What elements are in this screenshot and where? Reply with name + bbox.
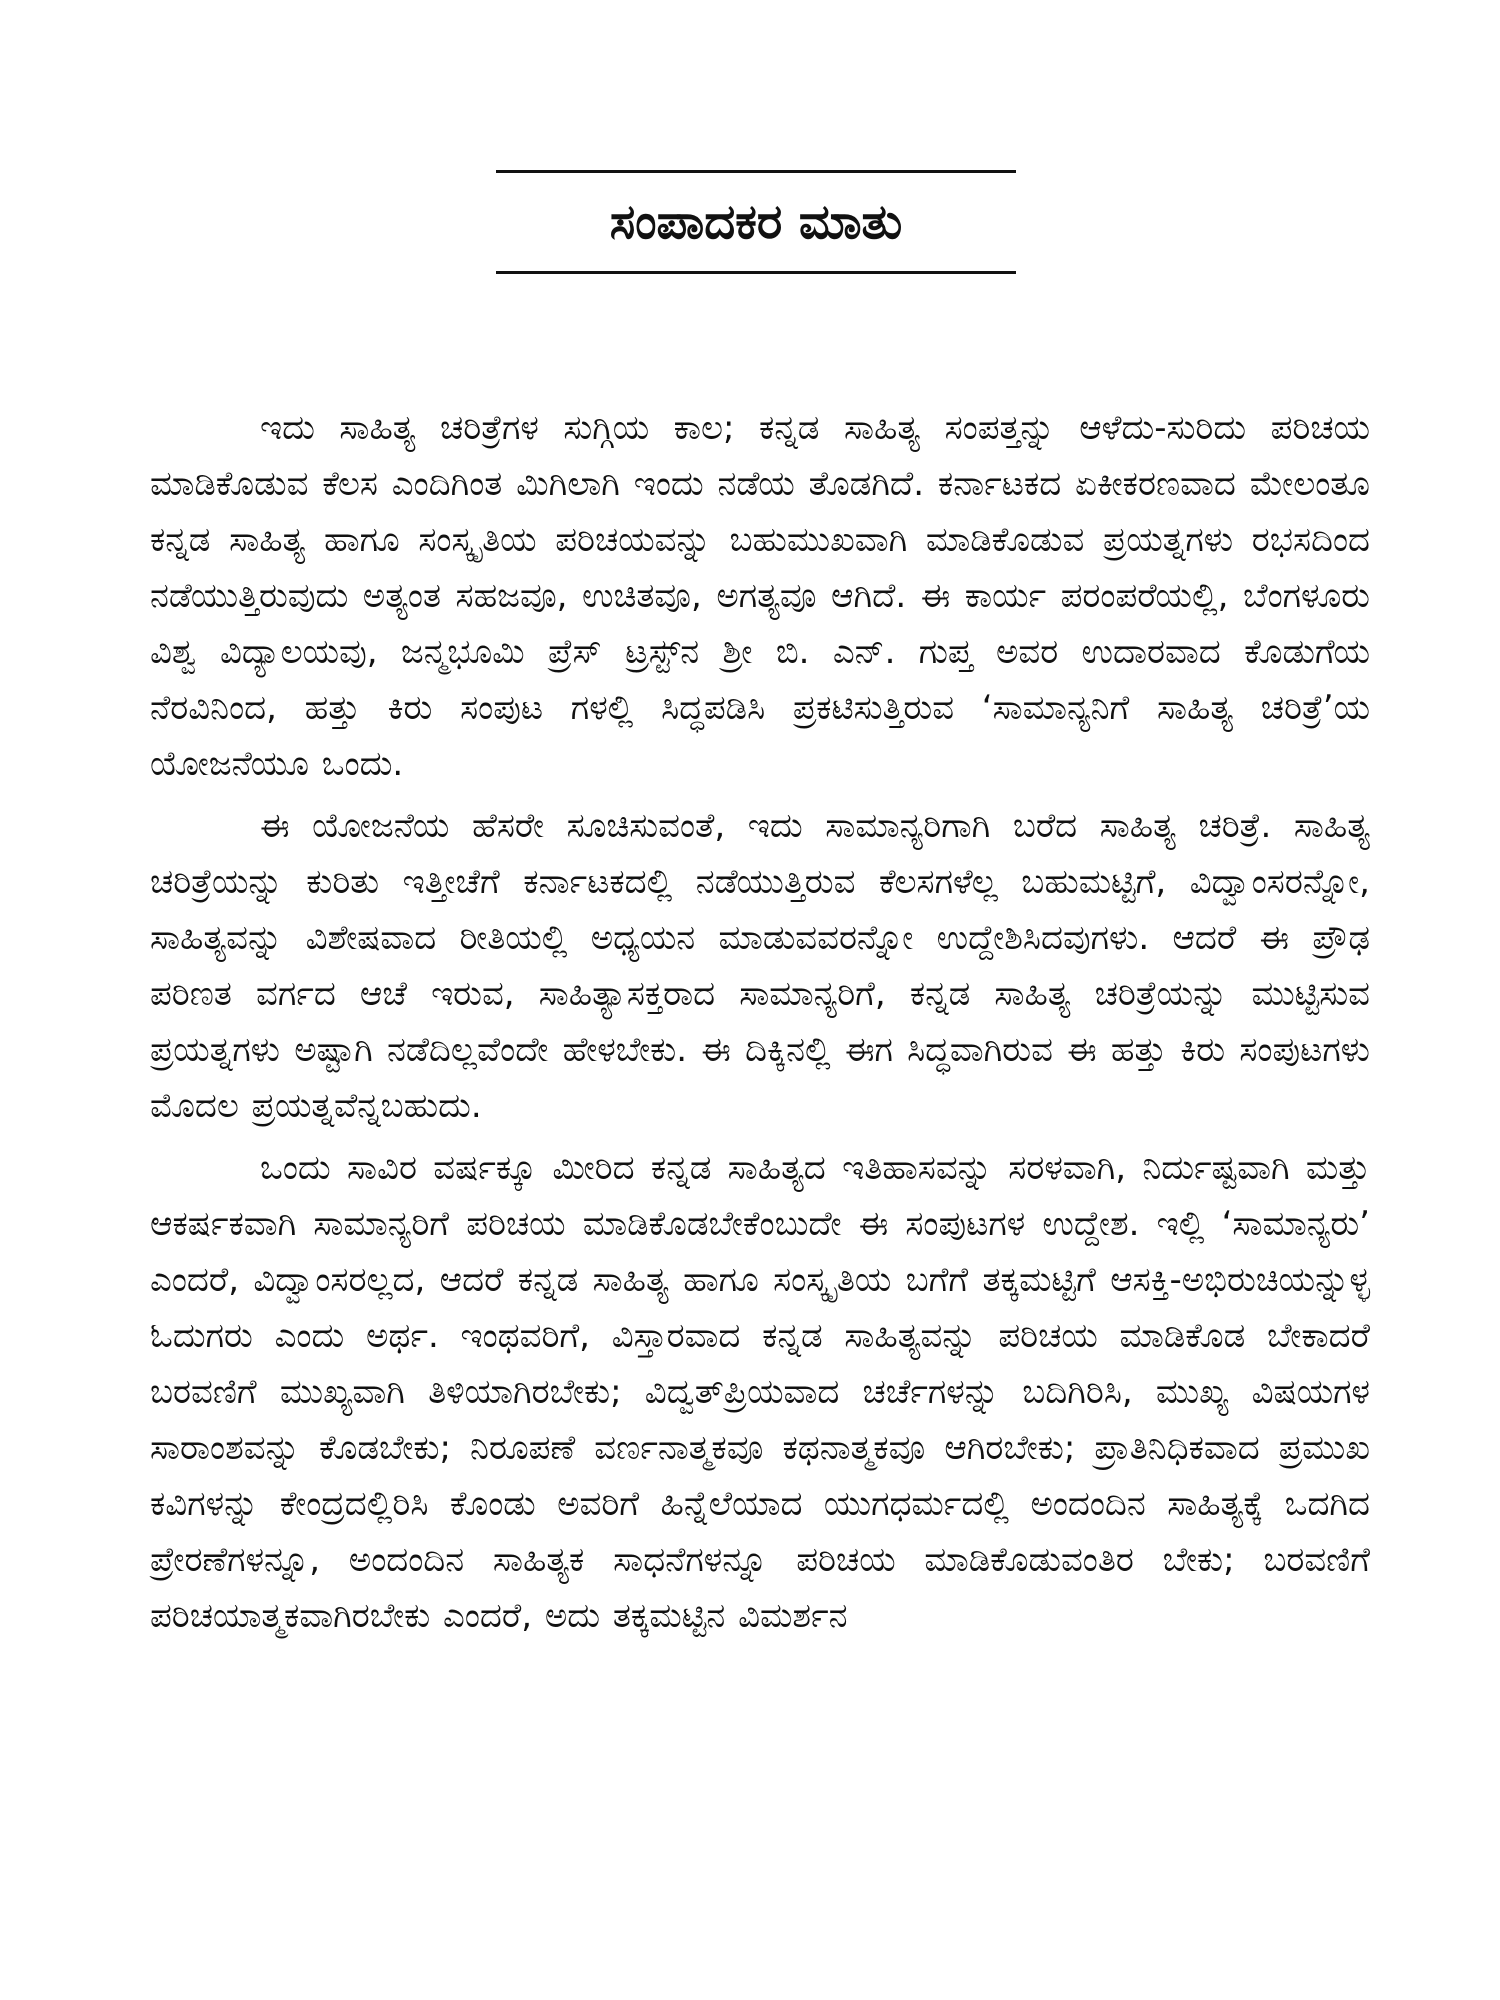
paragraph: ಈ ಯೋಜನೆಯ ಹೆಸರೇ ಸೂಚಿಸುವಂತೆ, ಇದು ಸಾಮಾನ್ಯರಿಗಾಗಿ ಬರೆದ ಸಾಹಿತ್ಯ ಚರಿತ್ರೆ. ಸಾಹಿತ್ಯ ಚರಿತ್ರೆಯನ್ನು ಕುರಿತು ಇತ್ತೀಚೆಗೆ ಕರ್ನಾಟಕದಲ್ಲಿ ನಡೆಯುತ್ತಿರುವ ಕೆಲಸಗಳೆಲ್ಲ ಬಹುಮಟ್ಟಿಗೆ, ವಿದ್ವಾಂಸರನ್ನೋ, ಸಾಹಿತ್ಯವನ್ನು ವಿಶೇಷವಾದ ರೀತಿಯಲ್ಲಿ ಅಧ್ಯಯನ ಮಾಡುವವರನ್ನೋ ಉದ್ದೇಶಿಸಿದವುಗಳು. ಆದರೆ ಈ ಪ್ರೌಢ ಪರಿಣತ ವರ್ಗದ ಆಚೆ ಇರುವ, ಸಾಹಿತ್ಯಾಸಕ್ತರಾದ ಸಾಮಾನ್ಯರಿಗೆ, ಕನ್ನಡ ಸಾಹಿತ್ಯ ಚರಿತ್ರೆಯನ್ನು ಮುಟ್ಟಿಸುವ ಪ್ರಯತ್ನಗಳು ಅಷ್ಟಾಗಿ ನಡೆದಿಲ್ಲವೆಂದೇ ಹೇಳಬೇಕು. ಈ ದಿಕ್ಕಿನಲ್ಲಿ ಈಗ ಸಿದ್ಧವಾಗಿರುವ ಈ ಹತ್ತು ಕಿರು ಸಂಪುಟಗಳು ಮೊದಲ ಪ್ರಯತ್ನವೆನ್ನಬಹುದು. <box>150 806 1370 1126</box>
paragraph: ಇದು ಸಾಹಿತ್ಯ ಚರಿತ್ರೆಗಳ ಸುಗ್ಗಿಯ ಕಾಲ; ಕನ್ನಡ ಸಾಹಿತ್ಯ ಸಂಪತ್ತನ್ನು ಆಳೆದು-ಸುರಿದು ಪರಿಚಯ ಮಾಡಿಕೊಡುವ ಕೆಲಸ ಎಂದಿಗಿಂತ ಮಿಗಿಲಾಗಿ ಇಂದು ನಡೆಯ ತೊಡಗಿದೆ. ಕರ್ನಾಟಕದ ಏಕೀಕರಣವಾದ ಮೇಲಂತೂ ಕನ್ನಡ ಸಾಹಿತ್ಯ ಹಾಗೂ ಸಂಸ್ಕೃತಿಯ ಪರಿಚಯವನ್ನು ಬಹುಮುಖವಾಗಿ ಮಾಡಿಕೊಡುವ ಪ್ರಯತ್ನಗಳು ರಭಸದಿಂದ ನಡೆಯುತ್ತಿರುವುದು ಅತ್ಯಂತ ಸಹಜವೂ, ಉಚಿತವೂ, ಅಗತ್ಯವೂ ಆಗಿದೆ. ಈ ಕಾರ್ಯ ಪರಂಪರೆಯಲ್ಲಿ, ಬೆಂಗಳೂರು ವಿಶ್ವ ವಿದ್ಯಾಲಯವು, ಜನ್ಮಭೂಮಿ ಪ್ರೆಸ್ ಟ್ರಸ್ಟ್‌ನ ಶ್ರೀ ಬಿ. ಎನ್. ಗುಪ್ತ ಅವರ ಉದಾರವಾದ ಕೊಡುಗೆಯ ನೆರವಿನಿಂದ, ಹತ್ತು ಕಿರು ಸಂಪುಟ ಗಳಲ್ಲಿ ಸಿದ್ಧಪಡಿಸಿ ಪ್ರಕಟಿಸುತ್ತಿರುವ ‘ಸಾಮಾನ್ಯನಿಗೆ ಸಾಹಿತ್ಯ ಚರಿತ್ರೆ’ಯ ಯೋಜನೆಯೂ ಒಂದು. <box>150 408 1370 784</box>
paragraph: ಒಂದು ಸಾವಿರ ವರ್ಷಕ್ಕೂ ಮೀರಿದ ಕನ್ನಡ ಸಾಹಿತ್ಯದ ಇತಿಹಾಸವನ್ನು ಸರಳವಾಗಿ, ನಿರ್ದುಷ್ಟವಾಗಿ ಮತ್ತು ಆಕರ್ಷಕವಾಗಿ ಸಾಮಾನ್ಯರಿಗೆ ಪರಿಚಯ ಮಾಡಿಕೊಡಬೇಕೆಂಬುದೇ ಈ ಸಂಪುಟಗಳ ಉದ್ದೇಶ. ಇಲ್ಲಿ ‘ಸಾಮಾನ್ಯರು’ ಎಂದರೆ, ವಿದ್ವಾಂಸರಲ್ಲದ, ಆದರೆ ಕನ್ನಡ ಸಾಹಿತ್ಯ ಹಾಗೂ ಸಂಸ್ಕೃತಿಯ ಬಗೆಗೆ ತಕ್ಕಮಟ್ಟಿಗೆ ಆಸಕ್ತಿ-ಅಭಿರುಚಿಯನ್ನುಳ್ಳ ಓದುಗರು ಎಂದು ಅರ್ಥ. ಇಂಥವರಿಗೆ, ವಿಸ್ತಾರವಾದ ಕನ್ನಡ ಸಾಹಿತ್ಯವನ್ನು ಪರಿಚಯ ಮಾಡಿಕೊಡ ಬೇಕಾದರೆ ಬರವಣಿಗೆ ಮುಖ್ಯವಾಗಿ ತಿಳಿಯಾಗಿರಬೇಕು; ವಿದ್ವತ್‌ಪ್ರಿಯವಾದ ಚರ್ಚೆಗಳನ್ನು ಬದಿಗಿರಿಸಿ, ಮುಖ್ಯ ವಿಷಯಗಳ ಸಾರಾಂಶವನ್ನು ಕೊಡಬೇಕು; ನಿರೂಪಣೆ ವರ್ಣನಾತ್ಮಕವೂ ಕಥನಾತ್ಮಕವೂ ಆಗಿರಬೇಕು; ಪ್ರಾತಿನಿಧಿಕವಾದ ಪ್ರಮುಖ ಕವಿಗಳನ್ನು ಕೇಂದ್ರದಲ್ಲಿರಿಸಿ ಕೊಂಡು ಅವರಿಗೆ ಹಿನ್ನೆಲೆಯಾದ ಯುಗಧರ್ಮದಲ್ಲಿ ಅಂದಂದಿನ ಸಾಹಿತ್ಯಕ್ಕೆ ಒದಗಿದ ಪ್ರೇರಣೆಗಳನ್ನೂ, ಅಂದಂದಿನ ಸಾಹಿತ್ಯಕ ಸಾಧನೆಗಳನ್ನೂ ಪರಿಚಯ ಮಾಡಿಕೊಡುವಂತಿರ ಬೇಕು; ಬರವಣಿಗೆ ಪರಿಚಯಾತ್ಮಕವಾಗಿರಬೇಕು ಎಂದರೆ, ಅದು ತಕ್ಕಮಟ್ಟಿನ ವಿಮರ್ಶನ <box>150 1148 1370 1636</box>
title-bottom-rule <box>496 271 1016 274</box>
title-top-rule <box>496 170 1016 173</box>
title-block <box>496 170 1016 274</box>
body-text <box>150 400 1370 1650</box>
page-title: ಸಂಪಾದಕರ ಮಾತು <box>609 194 903 250</box>
